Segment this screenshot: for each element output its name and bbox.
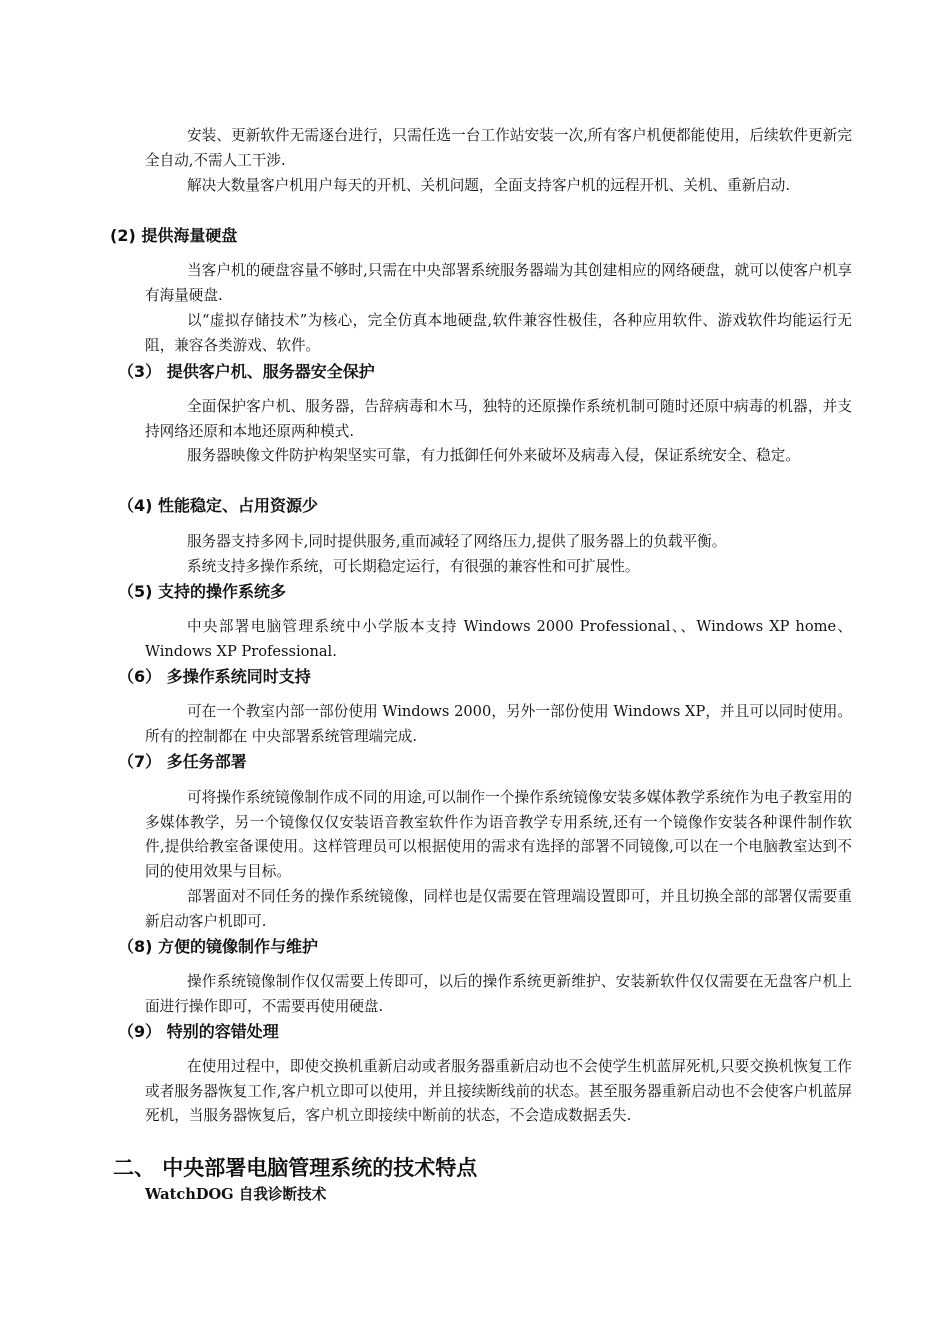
- paragraph-restore: 全面保护客户机、服务器，告辞病毒和木马，独特的还原操作系统机制可随时还原中病毒的机器，并支持网络还原和本地还原两种模式.: [145, 398, 852, 440]
- paragraph-task-switch: 部署面对不同任务的操作系统镜像，同样也是仅需要在管理端设置即可，并且切换全部的部署仅需要重新启动客户机即可.: [145, 888, 852, 930]
- section-title: 二、 中央部署电脑管理系统的技术特点: [113, 1156, 478, 1180]
- paragraph-virtual-storage: 以“虚拟存储技术”为核心，完全仿真本地硬盘,软件兼容性极佳，各种应用软件、游戏软件均能运行无阻，兼容各类游戏、软件。: [145, 312, 852, 354]
- section-subtitle: WatchDOG 自我诊断技术: [145, 1186, 327, 1203]
- heading-multi-task: （7） 多任务部署: [118, 752, 247, 771]
- paragraph-multi-os: 系统支持多操作系统，可长期稳定运行，有很强的兼容性和可扩展性。: [187, 558, 640, 575]
- paragraph-concurrent-use: 可在一个教室内部一部份使用 Windows 2000，另外一部份使用 Windows XP，并且可以同时使用。所有的控制都在 中央部署系统管理端完成.: [145, 703, 852, 745]
- heading-image-maintenance: （8) 方便的镜像制作与维护: [118, 937, 319, 956]
- heading-stability: （4) 性能稳定、占用资源少: [118, 496, 319, 515]
- heading-mass-storage: (2) 提供海量硬盘: [110, 226, 238, 245]
- paragraph-fault-recovery: 在使用过程中，即使交换机重新启动或者服务器重新启动也不会使学生机蓝屏死机,只要交换机恢复工作或者服务器恢复工作,客户机立即可以使用，并且接续断线前的状态。甚至服务器重新启动也不会使客户机蓝屏死机，当服务器恢复后，客户机立即接续中断前的状态，不会造成数据丢失.: [145, 1058, 852, 1124]
- heading-supported-os: （5) 支持的操作系统多: [118, 582, 287, 601]
- paragraph-multi-nic: 服务器支持多网卡,同时提供服务,重而减轻了网络压力,提供了服务器上的负载平衡。: [187, 533, 727, 550]
- paragraph-image-protection: 服务器映像文件防护构架坚实可靠，有力抵御任何外来破坏及病毒入侵，保证系统安全、稳定。: [187, 447, 800, 464]
- paragraph-remote-power: 解决大数量客户机用户每天的开机、关机问题，全面支持客户机的远程开机、关机、重新启动.: [187, 177, 790, 194]
- paragraph-image-upload: 操作系统镜像制作仅仅需要上传即可，以后的操作系统更新维护、安装新软件仅仅需要在无盘客户机上面进行操作即可，不需要再使用硬盘.: [145, 973, 852, 1015]
- paragraph-network-disk: 当客户机的硬盘容量不够时,只需在中央部署系统服务器端为其创建相应的网络硬盘，就可以使客户机享有海量硬盘.: [145, 262, 852, 304]
- heading-fault-tolerance: （9） 特别的容错处理: [118, 1022, 279, 1041]
- paragraph-image-purposes: 可将操作系统镜像制作成不同的用途,可以制作一个操作系统镜像安装多媒体教学系统作为电子教室用的多媒体教学，另一个镜像仅仅安装语音教室软件作为语音教学专用系统,还有一个镜像作安装各种课件制作软件,提供给教室备课使用。这样管理员可以根据使用的需求有选择的部署不同镜像,可以在一个电脑教室达到不同的使用效果与目标。: [145, 789, 852, 880]
- paragraph-software-install: 安装、更新软件无需逐台进行，只需任选一台工作站安装一次,所有客户机便都能使用，后续软件更新完全自动,不需人工干涉.: [145, 127, 852, 169]
- heading-concurrent-os: （6） 多操作系统同时支持: [118, 667, 311, 686]
- paragraph-os-versions: 中央部署电脑管理系统中小学版本支持 Windows 2000 Professional、、Windows XP home、Windows XP Professional.: [145, 618, 852, 660]
- heading-security: （3） 提供客户机、服务器安全保护: [118, 362, 375, 381]
